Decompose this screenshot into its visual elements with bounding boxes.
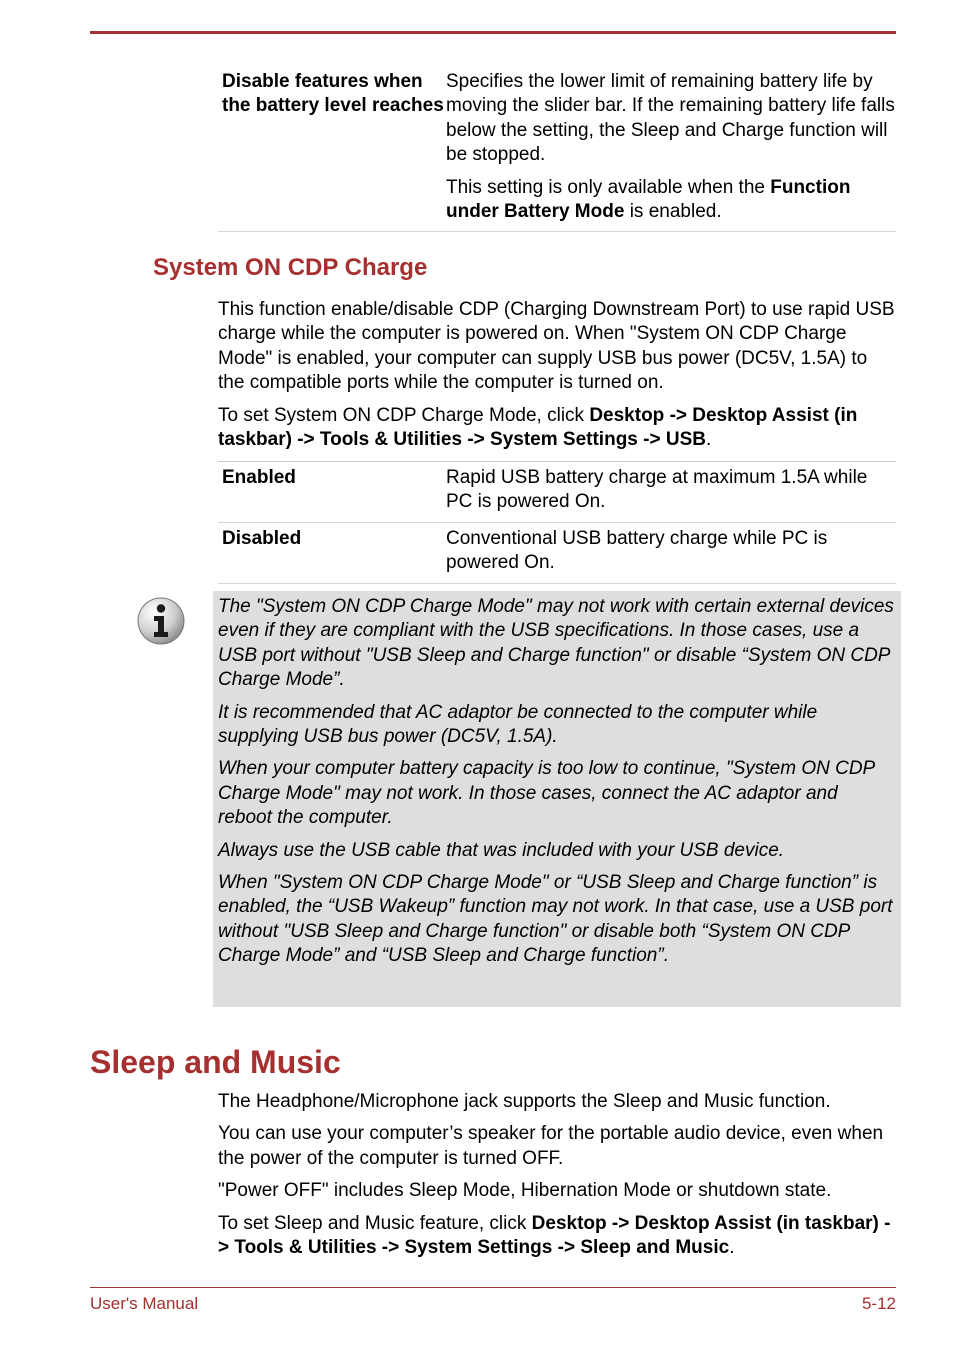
text: This setting is only available when the — [446, 176, 771, 198]
table-row — [218, 461, 896, 523]
page-number: 5-12 — [861, 1294, 896, 1313]
info-icon — [136, 596, 186, 646]
sleep-music-body — [218, 1090, 898, 1260]
footer-title: User's Manual — [90, 1294, 199, 1313]
sleep-music-path — [218, 1212, 898, 1261]
sleep-music-p1: The Headphone/Microphone jack supports the Sleep and Music function. — [218, 1091, 831, 1112]
sleep-music-p3: "Power OFF" includes Sleep Mode, Hibernation Mode or shutdown state. — [218, 1180, 832, 1202]
sleep-music-p2: You can use your computer’s speaker for the portable audio device, even when the power of the computer is turned OFF. — [218, 1123, 884, 1169]
table-desc-text: Specifies the lower limit of remaining battery life by moving the slider bar. If the remaining battery life falls below the setting, the Sleep and Charge function will be stopped. — [446, 71, 895, 166]
text: is enabled. — [624, 201, 722, 223]
note-paragraph: When your computer battery capacity is too low to continue, "System ON CDP Charge Mode" may not work. In those cases, connect the AC adaptor and reboot the computer. — [218, 758, 875, 829]
header-rule — [90, 31, 896, 34]
bold-text: Function under Battery Mode — [446, 176, 851, 223]
cdp-intro: This function enable/disable CDP (Charging Downstream Port) to use rapid USB charge while the computer is powered on. When "System ON CDP Charge Mode" is enabled, your computer can supply USB bus power (DC5V, 1.5A) to the compatible ports while the computer is turned on. — [218, 299, 895, 394]
note-paragraph: When "System ON CDP Charge Mode" or “USB Sleep and Charge function” is enabled, the “USB Wakeup” function may not work. In that case, use a USB port without "USB Sleep and Charge function" or disable both “System ON CDP Charge Mode” and “USB Sleep and Charge function”. — [218, 872, 893, 967]
table-desc — [446, 66, 896, 231]
chapter-heading: Sleep and Music — [90, 1044, 341, 1080]
table-term: Disable features when the battery level reaches — [222, 71, 444, 117]
text: To set System ON CDP Charge Mode, click — [218, 404, 590, 426]
table-desc: Rapid USB battery charge at maximum 1.5A while PC is powered On. — [446, 467, 868, 513]
menu-path: Desktop -> Desktop Assist (in taskbar) -> Tools & Utilities -> System Settings -> USB — [218, 404, 858, 451]
battery-table — [218, 66, 896, 232]
table-row — [218, 66, 896, 232]
note-paragraph: Always use the USB cable that was included with your USB device. — [218, 839, 785, 861]
note-paragraph: The "System ON CDP Charge Mode" may not work with certain external devices even if they are compliant with the USB specifications. In those cases, use a USB port without "USB Sleep and Charge function" or disable “System ON CDP Charge Mode”. — [218, 596, 894, 691]
cdp-path — [218, 404, 898, 453]
menu-path: Desktop -> Desktop Assist (in taskbar) -> Tools & Utilities -> System Settings -> Sleep and Music — [218, 1212, 891, 1259]
table-row — [218, 523, 896, 584]
table-desc-note — [446, 176, 896, 225]
note-paragraph: It is recommended that AC adaptor be connected to the computer while supplying USB bus power (DC5V, 1.5A). — [218, 701, 818, 748]
text: . — [705, 429, 712, 451]
cdp-table — [218, 461, 896, 584]
note-box — [213, 591, 901, 1007]
text: To set Sleep and Music feature, click — [218, 1212, 532, 1234]
table-term: Enabled — [222, 467, 296, 488]
section-heading: System ON CDP Charge — [153, 254, 428, 281]
cdp-body — [218, 298, 898, 452]
text: . — [729, 1237, 735, 1259]
table-desc: Conventional USB battery charge while PC is powered On. — [446, 527, 828, 574]
footer-rule — [90, 1287, 896, 1288]
table-term: Disabled — [222, 527, 302, 549]
